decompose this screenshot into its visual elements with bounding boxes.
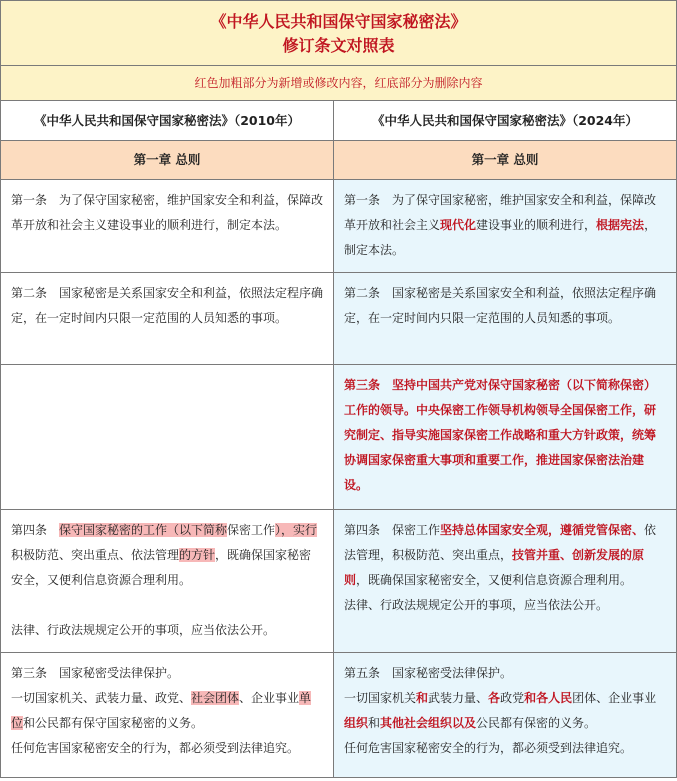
deleted-text: 单位	[11, 691, 312, 730]
title-block	[1, 1, 676, 66]
deleted-text: 保守国家秘密的工作（以下简称	[59, 523, 228, 537]
article-text: 任何危害国家秘密安全的行为，都必须受到法律追究。	[11, 741, 300, 755]
text-span: 建设事业的顺利进行，	[476, 218, 597, 232]
text-span: 第四条	[11, 523, 60, 537]
text-span: 和	[368, 716, 381, 730]
article-2-new	[334, 273, 676, 364]
article-row	[1, 365, 676, 510]
article-5-new	[334, 653, 676, 777]
article-row	[1, 653, 676, 777]
text-span: ，既确保国家秘密安全，又便利信息资源合理利用。	[356, 573, 633, 587]
chapter-title-2010: 第一章 总则	[1, 141, 334, 179]
text-span: 和公民都有保守国家秘密的义务。	[23, 716, 204, 730]
added-text: 根据宪法	[596, 218, 645, 232]
column-header-row	[1, 101, 676, 141]
article-text: 第二条 国家秘密是关系国家安全和利益，依照法定程序确定，在一定时间内只限一定范围的人员知悉的事项。	[344, 286, 657, 325]
text-span: 保密工作	[227, 523, 276, 537]
text-span: 一切国家机关	[344, 691, 417, 705]
article-2-old	[1, 273, 334, 364]
deleted-text: ），实行	[275, 523, 318, 537]
added-text: 其他社会组织以及	[380, 716, 477, 730]
article-row	[1, 180, 676, 273]
paragraph-gap	[11, 593, 323, 618]
text-span: ，制定本法。	[344, 218, 657, 257]
article-text: 法律、行政法规规定公开的事项，应当依法公开。	[344, 598, 609, 612]
chapter-title-2024: 第一章 总则	[334, 141, 676, 179]
added-text: 组织	[344, 716, 369, 730]
text-span: 依法管理，积极防范、突出重点，	[344, 523, 657, 562]
legend-notice: 红色加粗部分为新增或修改内容，红底部分为删除内容	[1, 66, 676, 101]
article-row	[1, 273, 676, 365]
text-span: 公民都有保密的义务。	[476, 716, 597, 730]
article-text	[11, 686, 323, 736]
text-span: 第四条 保密工作	[344, 523, 441, 537]
added-article-text: 第三条 坚持中国共产党对保守国家秘密（以下简称保密）工作的领导。中央保密工作领导机构领导全国保密工作，研究制定、指导实施国家保密工作战略和重大方针政策，统筹协调国家保密重大事项和重要工作，推进国家保密法治建设。	[344, 378, 657, 492]
article-5-old	[1, 653, 334, 777]
article-text: 第五条 国家秘密受法律保护。	[344, 666, 513, 680]
text-span: 团体、企业事业	[572, 691, 657, 705]
deleted-text: 社会团体	[191, 691, 240, 705]
article-text: 任何危害国家秘密安全的行为，都必须受到法律追究。	[344, 741, 633, 755]
article-text	[11, 518, 323, 593]
text-span: 积极防范、突出重点、依法管理	[11, 548, 180, 562]
document-title: 《中华人民共和国保守国家秘密法》	[210, 12, 467, 31]
article-3-new	[334, 365, 676, 509]
added-text: 技管并重、创新发展的原则	[344, 548, 645, 587]
article-1-old	[1, 180, 334, 272]
deleted-text: 的方针	[179, 548, 216, 562]
article-text: 第二条 国家秘密是关系国家安全和利益，依照法定程序确定，在一定时间内只限一定范围的人员知悉的事项。	[11, 286, 324, 325]
article-text: 第一条 为了保守国家秘密，维护国家安全和利益，保障改革开放和社会主义建设事业的顺利进行，制定本法。	[11, 193, 324, 232]
added-text: 坚持总体国家安全观，遵循党管保密、	[440, 523, 645, 537]
column-header-2024: 《中华人民共和国保守国家秘密法》（2024年）	[334, 101, 676, 140]
added-text: 和各人民	[524, 691, 573, 705]
chapter-row	[1, 141, 676, 180]
article-text	[344, 518, 666, 593]
added-text: 和	[416, 691, 429, 705]
added-text: 各	[488, 691, 501, 705]
article-text	[344, 188, 666, 263]
column-header-2010: 《中华人民共和国保守国家秘密法》（2010年）	[1, 101, 334, 140]
article-1-new	[334, 180, 676, 272]
document-subtitle: 修订条文对照表	[282, 36, 395, 55]
article-4-old	[1, 510, 334, 652]
text-span: 第一条 为了保守国家秘密，维护国家安全和利益，保障改革开放和社会主义	[344, 193, 657, 232]
article-row	[1, 510, 676, 653]
article-text	[344, 686, 666, 736]
text-span: 、企业事业	[239, 691, 300, 705]
added-text: 现代化	[440, 218, 477, 232]
text-span: 政党	[500, 691, 525, 705]
article-3-old-empty	[1, 365, 334, 509]
article-text: 第三条 国家秘密受法律保护。	[11, 666, 180, 680]
text-span: 武装力量、	[428, 691, 489, 705]
text-span: ，既确保国家秘密安全，又便利信息资源合理利用。	[11, 548, 312, 587]
article-4-new	[334, 510, 676, 652]
text-span: 一切国家机关、武装力量、政党、	[11, 691, 192, 705]
article-text: 法律、行政法规规定公开的事项，应当依法公开。	[11, 623, 276, 637]
